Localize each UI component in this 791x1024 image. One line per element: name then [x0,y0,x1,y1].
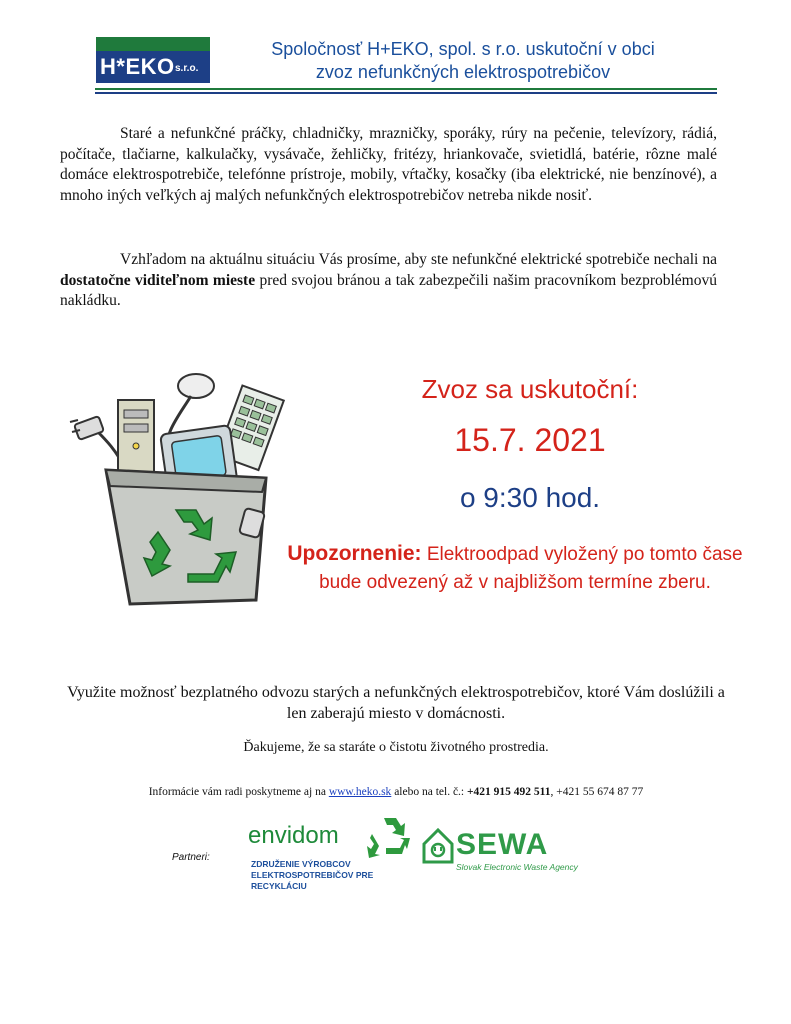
logo-suffix: s.r.o. [175,63,199,74]
intro-paragraph-2-bold: dostatočne viditeľnom mieste [60,271,256,289]
pickup-time: o 9:30 hod. [459,482,601,513]
thanks-text: Ďakujeme, že sa staráte o čistotu životného prostredia. [243,740,549,755]
contact-prefix: Informácie vám radi poskytneme aj na [148,786,329,798]
heko-logo [96,37,210,83]
envidom-logo [248,812,418,891]
contact-phone-secondary: , +421 55 674 87 77 [550,786,644,798]
sewa-subtitle: Slovak Electronic Waste Agency [456,862,578,872]
sewa-logo [420,826,578,886]
intro-paragraph-1-text: Staré a nefunkčné práčky, chladničky, mrazničky, sporáky, rúry na pečenie, televízory, rádiá, počítače, tlačiarne, kalkulačky, vysávače, žehličky, fritézy, hriankovače, svietidlá, batérie, rôzne malé domáce elektrospotrebiče, telefónne prístroje, mobily, vŕtačky, kosačky (iba elektrické, nie benzínové), a mnoho iných veľkých aj malých nefunkčných elektrospotrebičov netreba nikde nosiť. [60,125,717,204]
header-rule-blue [95,92,717,94]
warning-text: Elektroodpad vyložený po tomto čase bude odvezený až v najbližšom termíne zberu. [319,544,743,593]
house-plug-icon [420,826,456,866]
offer-text: Využite možnosť bezplatného odvozu starých a nefunkčných elektrospotrebičov, ktoré Vám doslúžili a len zaberajú miesto v domácnosti. [67,684,725,722]
logo-blue-band [96,51,210,83]
envidom-name: envidom [248,822,339,849]
ewaste-bin-illustration [66,360,286,620]
warning-notice [270,540,760,597]
envidom-subtitle [251,859,418,892]
header-title [220,38,706,84]
envidom-subtitle-line1: ZDRUŽENIE VÝROBCOV [251,859,351,869]
pickup-date: 15.7. 2021 [454,422,606,458]
header-rule-green [95,88,717,90]
intro-paragraph-2 [60,250,717,312]
recycle-icon [366,814,412,860]
intro-paragraph-2-start: Vzhľadom na aktuálnu situáciu Vás prosíme, aby ste nefunkčné elektrické spotrebiče nechali na [120,251,717,268]
envidom-subtitle-line2: ELEKTROSPOTREBIČOV PRE RECYKLÁCIU [251,870,374,891]
header-title-line1: Spoločnosť H+EKO, spol. s r.o. uskutoční v obci [271,39,655,59]
contact-middle: alebo na tel. č.: [391,786,467,798]
logo-text: H*EKO [100,54,175,79]
intro-paragraph-1 [60,124,717,206]
logo-green-band [96,37,210,51]
pickup-title: Zvoz sa uskutoční: [421,374,639,404]
warning-label: Upozornenie: [287,542,422,565]
contact-line [60,786,732,798]
intro-paragraph-2-end: pred svojou bránou a tak zabezpečili našim pracovníkom bezproblémovú nakládku. [60,271,717,309]
website-link[interactable]: www.heko.sk [328,786,392,798]
header-title-line2: zvoz nefunkčných elektrospotrebičov [315,62,611,82]
contact-phone-primary: +421 915 492 511 [467,786,551,798]
sewa-name: SEWA [456,828,549,861]
partners-label: Partneri: [172,852,210,863]
